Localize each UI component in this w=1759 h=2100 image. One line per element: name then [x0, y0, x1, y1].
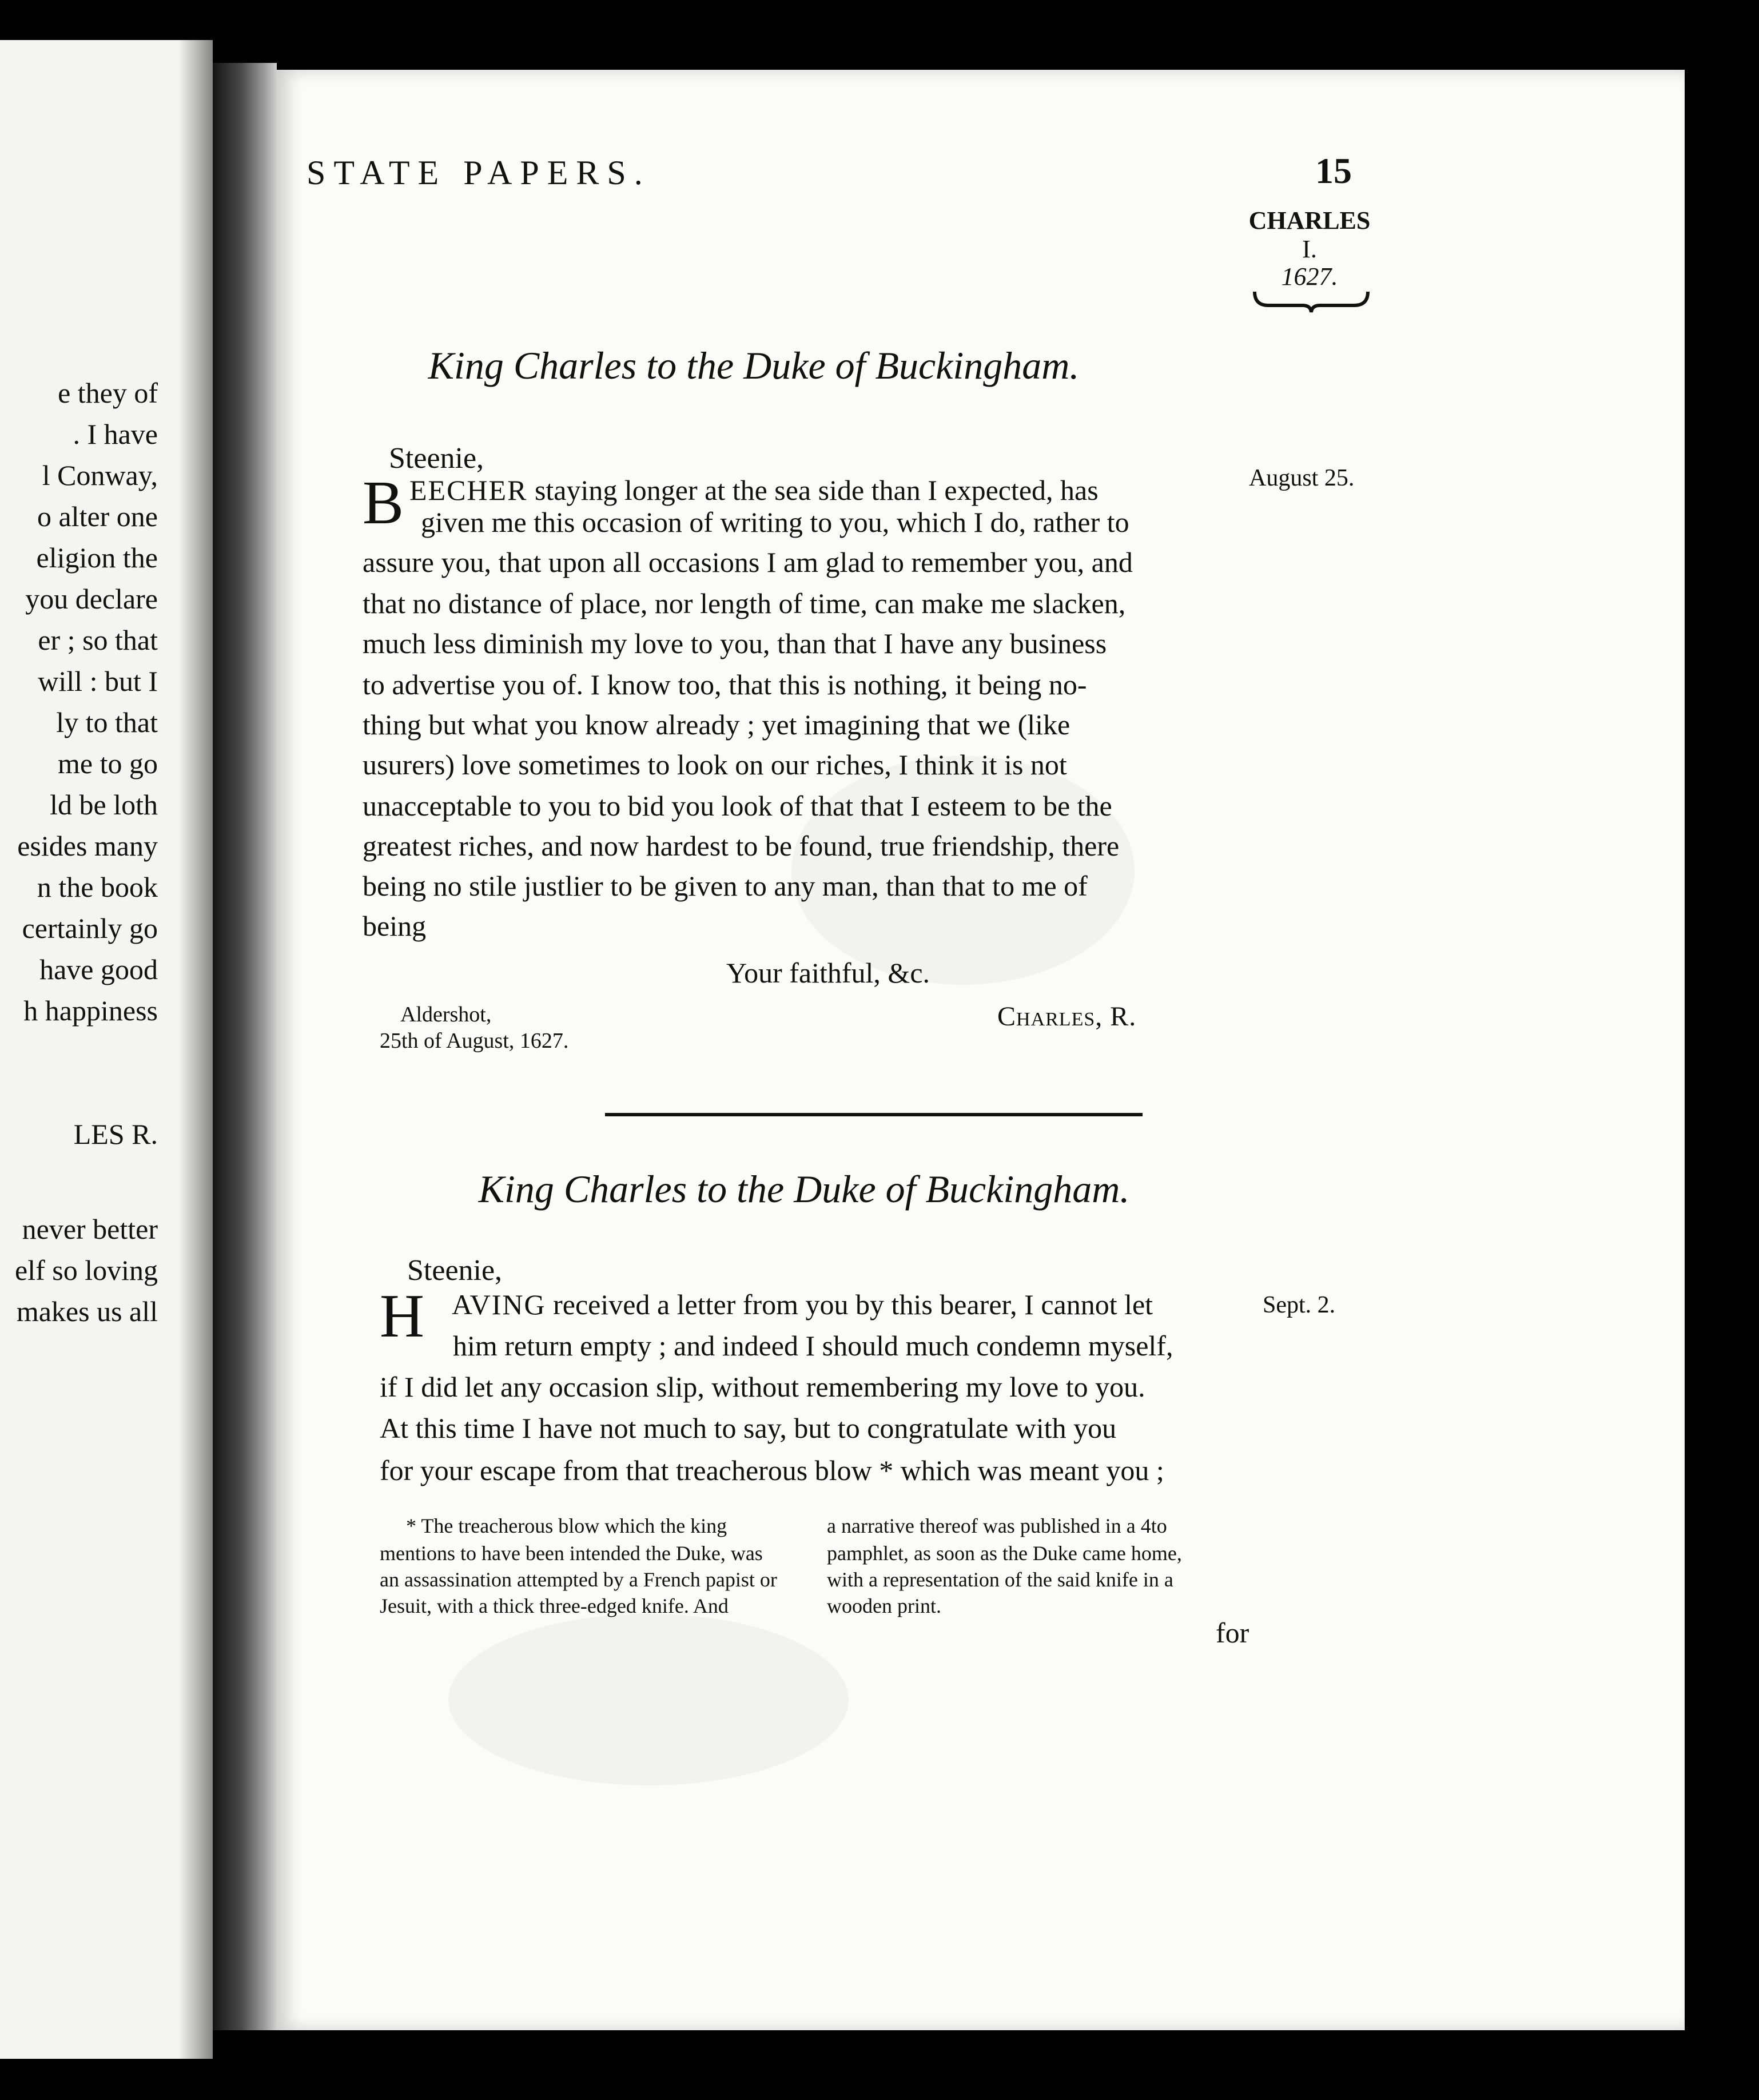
- letter2-body-line: him return empty ; and indeed I should much condemn myself,: [453, 1330, 1173, 1362]
- letter2-line1-rest: received a letter from you by this bearer, I cannot let: [553, 1288, 1153, 1321]
- letter1-body-line: assure you, that upon all occasions I am glad to remember you, and: [363, 546, 1133, 578]
- left-page-line: . I have: [73, 418, 158, 450]
- footnote-line: Jesuit, with a thick three-edged knife. And: [380, 1594, 729, 1617]
- left-page-signature: LES R.: [73, 1118, 158, 1150]
- left-page-line: o alter one: [37, 500, 158, 532]
- letter1-closing: Your faithful, &c.: [726, 957, 930, 989]
- left-page-line: will : but I: [38, 665, 158, 697]
- margin-reign: CHARLES: [1248, 206, 1371, 234]
- margin-date-sept: Sept. 2.: [1263, 1292, 1336, 1318]
- book-gutter: [213, 63, 277, 2030]
- letter2-body-line: if I did let any occasion slip, without remembering my love to you.: [380, 1371, 1145, 1403]
- letter2-body-line: At this time I have not much to say, but to congratulate with you: [380, 1412, 1117, 1444]
- page-number: 15: [1315, 150, 1352, 191]
- letter1-body-line: greatest riches, and now hardest to be found, true friendship, there: [363, 830, 1120, 862]
- letter1-body-line: being: [363, 910, 427, 942]
- left-page-line: never better: [22, 1213, 158, 1245]
- left-page-line: n the book: [37, 871, 158, 903]
- footnote-line: a narrative thereof was published in a 4to: [827, 1514, 1167, 1537]
- footnote-line: mentions to have been intended the Duke, was: [380, 1542, 763, 1565]
- left-page-line: ld be loth: [50, 789, 158, 821]
- letter2-line-1: [452, 1290, 1153, 1319]
- letter1-body-line: being no stile justlier to be given to any man, than that to me of: [363, 870, 1088, 902]
- letter2-first-word: AVING: [452, 1288, 546, 1321]
- section-divider: [605, 1113, 1143, 1116]
- letter2-body-line: for your escape from that treacherous blow * which was meant you ;: [380, 1454, 1164, 1486]
- paper-stain: [448, 1614, 849, 1785]
- letter2-dropcap: H: [380, 1282, 424, 1350]
- left-page-line: e they of: [58, 377, 158, 409]
- left-page-line: eligion the: [36, 542, 158, 574]
- letter1-title: King Charles to the Duke of Buckingham.: [428, 344, 1080, 387]
- letter1-signature: Charles, R.: [997, 1001, 1137, 1032]
- left-page-line: h happiness: [23, 995, 158, 1027]
- left-page-line: l Conway,: [42, 459, 158, 491]
- left-page-line: ly to that: [56, 706, 158, 738]
- left-page-line: esides many: [17, 830, 158, 862]
- running-head: STATE PAPERS.: [307, 154, 651, 192]
- left-facing-page: [0, 40, 213, 2059]
- letter1-body-line: usurers) love sometimes to look on our riches, I think it is not: [363, 749, 1067, 781]
- left-page-line: elf so loving: [15, 1254, 158, 1286]
- left-page-gutter-shadow: [178, 40, 213, 2059]
- margin-year: 1627.: [1281, 262, 1338, 291]
- footnote-line: * The treacherous blow which the king: [406, 1514, 727, 1537]
- letter1-body-line: thing but what you know already ; yet imagining that we (like: [363, 709, 1070, 741]
- letter1-dropcap: B: [363, 469, 404, 537]
- letter1-body-line: to advertise you of. I know too, that this is nothing, it being no-: [363, 669, 1087, 701]
- letter1-date: 25th of August, 1627.: [380, 1029, 569, 1053]
- letter1-line1-rest: staying longer at the sea side than I expected, has: [534, 474, 1099, 506]
- footnote-line: with a representation of the said knife in a: [827, 1568, 1173, 1591]
- letter2-salutation: Steenie,: [407, 1254, 503, 1287]
- footnote-line: an assassination attempted by a French papist or: [380, 1568, 777, 1591]
- left-page-line: er ; so that: [38, 624, 158, 656]
- catchword: for: [1216, 1617, 1249, 1649]
- footnote-line: pamphlet, as soon as the Duke came home,: [827, 1542, 1182, 1565]
- left-page-line: have good: [39, 953, 158, 985]
- letter2-title: King Charles to the Duke of Buckingham.: [478, 1167, 1130, 1211]
- left-page-line: me to go: [58, 747, 158, 779]
- left-page-line: certainly go: [22, 912, 158, 944]
- letter1-body-line: unacceptable to you to bid you look of that that I esteem to be the: [363, 790, 1112, 822]
- margin-date-august: August 25.: [1249, 465, 1355, 491]
- letter1-body-line: that no distance of place, nor length of time, can make me slacken,: [363, 587, 1126, 619]
- letter1-body-line: given me this occasion of writing to you, which I do, rather to: [421, 506, 1129, 538]
- footnote-line: wooden print.: [827, 1594, 941, 1617]
- margin-reign-number: I.: [1302, 235, 1317, 263]
- left-page-line: makes us all: [16, 1295, 158, 1327]
- left-page-line: you declare: [25, 583, 158, 615]
- letter1-first-word: EECHER: [409, 474, 528, 506]
- letter1-salutation: Steenie,: [389, 442, 484, 475]
- letter1-line-1: [409, 476, 1099, 504]
- letter1-place: Aldershot,: [400, 1003, 492, 1027]
- letter1-body-line: much less diminish my love to you, than that I have any business: [363, 627, 1107, 659]
- margin-brace-icon: [1251, 286, 1371, 315]
